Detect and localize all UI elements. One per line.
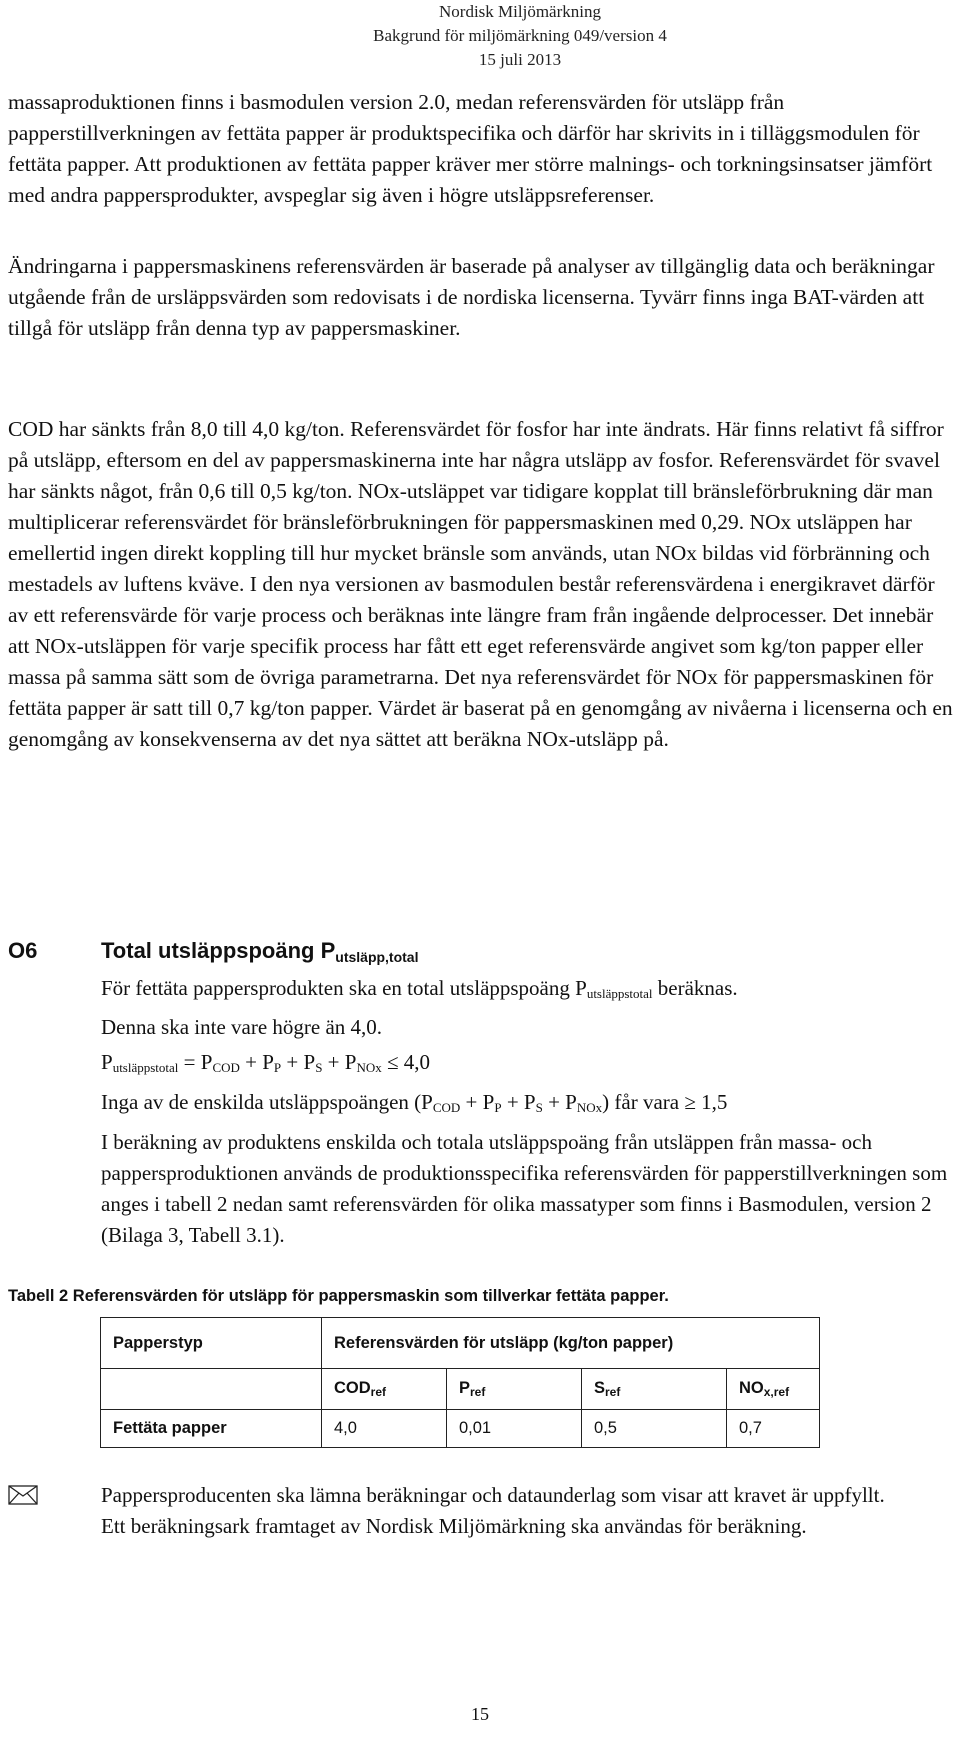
single-score-condition: Inga av de enskilda utsläppspoängen $(P_{COD} + P_P + P_S + P_{NOx})$ får vara ≥ 1,5: [101, 1090, 728, 1115]
header-document-title: Bakgrund för miljömärkning 049/version 4: [373, 26, 667, 45]
value-nox: 0,7: [727, 1410, 820, 1448]
requirement-title: Total utsläppspoäng $P_{utsläpp,total}$: [101, 938, 419, 965]
header-cell-papperstyp: Papperstyp: [101, 1318, 322, 1369]
empty-cell: [101, 1369, 322, 1410]
value-p: 0,01: [447, 1410, 582, 1448]
table-row: [101, 1410, 820, 1448]
page-number: 15: [471, 1704, 489, 1724]
page-header: [340, 0, 700, 72]
header-cell-referensvarden: Referensvärden för utsläpp (kg/ton papper): [322, 1318, 820, 1369]
column-cod: $COD_{ref}$: [322, 1369, 447, 1410]
paragraph-2: Ändringarna i pappersmaskinens referensvärden är baserade på analyser av tillgänglig data och beräkningar utgående från de ursläppsvärden som redovisats i de nordiska licenserna. Tyvärr finns inga BAT-värden att tillgå för utsläpp från denna typ av pappersmaskiner.: [8, 254, 935, 340]
column-p: $P_{ref}$: [447, 1369, 582, 1410]
documentation-note: Pappersproducenten ska lämna beräkningar och dataunderlag som visar att kravet är uppfyllt. Ett beräkningsark framtaget av Nordisk Miljömärkning ska användas för beräkning.: [101, 1483, 885, 1538]
requirement-paragraph: I beräkning av produktens enskilda och totala utsläppspoäng från utsläppen från massa- och pappersproduktionen används de produktionsspecifika referensvärden för papperstillverkningen som anges i tabell 2 nedan samt referensvärden för olika massatyper som finns i Basmodulen, version 2 (Bilaga 3, Tabell 3.1).: [101, 1130, 948, 1247]
column-s: $S_{ref}$: [582, 1369, 727, 1410]
header-organization: Nordisk Miljömärkning: [439, 2, 601, 21]
table-subheader-row: [101, 1369, 820, 1410]
column-nox: $NO_{x,ref}$: [727, 1369, 820, 1410]
row-label-fettata: Fettäta papper: [101, 1410, 322, 1448]
value-cod: 4,0: [322, 1410, 447, 1448]
envelope-icon: [8, 1485, 38, 1505]
table-header-row: [101, 1318, 820, 1369]
header-date: 15 juli 2013: [478, 50, 562, 69]
total-formula: $P_{utsläppstotal} = P_{COD} + P_P + P_S + P_{NOx} \le 4,0$: [101, 1050, 431, 1075]
requirement-line-1: För fettäta pappersprodukten ska en total utsläppspoäng $P_{utsläppstotal}$ beräknas.: [101, 976, 738, 1001]
requirement-line-2: Denna ska inte vare högre än 4,0.: [101, 1015, 383, 1039]
reference-values-table: [100, 1317, 820, 1448]
requirement-code: O6: [8, 938, 38, 963]
value-s: 0,5: [582, 1410, 727, 1448]
paragraph-3: COD har sänkts från 8,0 till 4,0 kg/ton. Referensvärdet för fosfor har inte ändrats. Här finns relativt få siffror på utsläpp, eftersom en del av pappersmaskinerna inte har några utsläpp av fosfor. Referensvärdet för svavel har sänkts något, från 0,6 till 0,5 kg/ton. NOx-utsläppet var tidigare kopplat till bränsleförbrukning där man multiplicerar referensvärdet för bränsleförbrukningen för pappersmaskinen med 0,29. NOx utsläppen har emellertid ingen direkt koppling till hur mycket bränsle som används, utan NOx bildas vid förbränning och mestadels av luftens kväve. I den nya versionen av basmodulen består referensvärdena i energikravet därför av ett referensvärde för varje process och beräknas inte längre fram från ingående delprocesser. Det innebär att NOx-utsläppen för varje specifik process har fått ett eget referensvärde angivet som kg/ton papper eller massa på samma sätt som de övriga parametrarna. Det nya referensvärdet för NOx för pappersmaskinen för fettäta papper är satt till 0,7 kg/ton papper. Värdet är baserat på en genomgång av nivåerna i licenserna och en genomgång av konsekvenserna av det nya sättet att beräkna NOx-utsläpp på.: [8, 417, 953, 751]
paragraph-1: massaproduktionen finns i basmodulen version 2.0, medan referensvärden för utsläpp från papperstillverkningen av fettäta papper är produktspecifika och därför har skrivits in i tilläggsmodulen för fettäta papper. Att produktionen av fettäta papper kräver mer större malnings- och torkningsinsatser jämfört med andra pappersprodukter, avspeglar sig även i högre utsläppsreferenser.: [8, 90, 933, 207]
table-caption: Tabell 2 Referensvärden för utsläpp för pappersmaskin som tillverkar fettäta papper.: [8, 1287, 669, 1305]
